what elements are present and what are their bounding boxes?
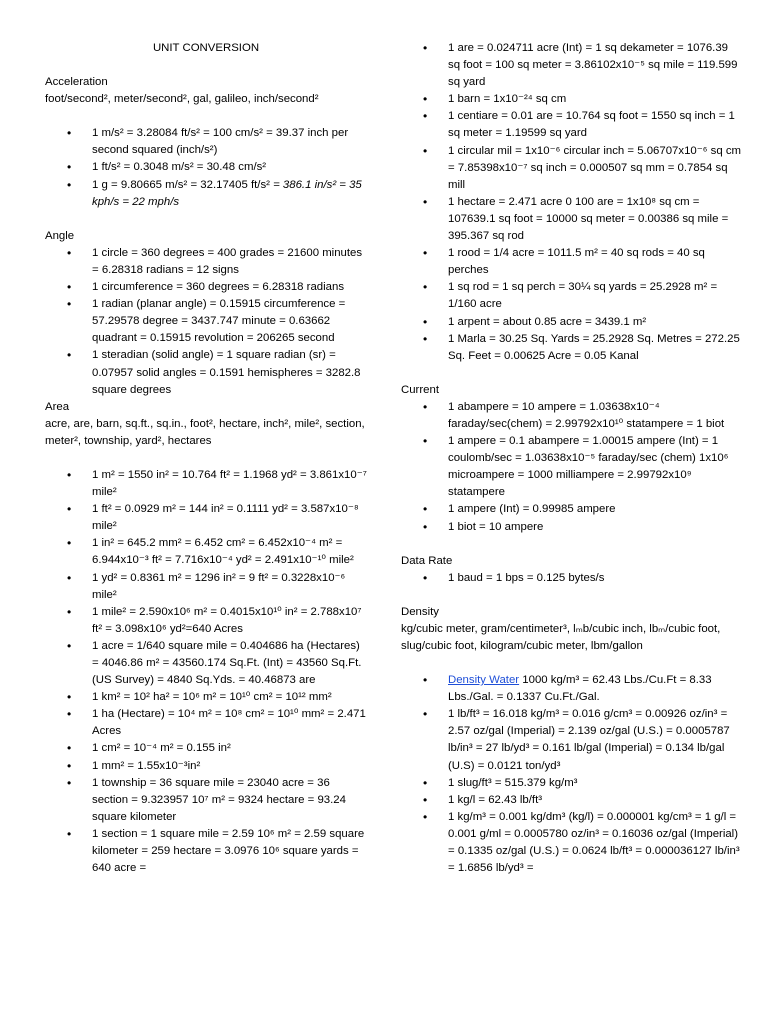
density-list: [401, 672, 741, 877]
list-item: • 1 cm² = 10⁻⁴ m² = 0.155 in²: [45, 740, 367, 757]
list-item: • 1 ft² = 0.0929 m² = 144 in² = 0.1111 yd² = 3.587x10⁻⁸ mile²: [45, 501, 367, 535]
list-item: • 1 ampere (Int) = 0.99985 ampere: [401, 501, 741, 518]
left-column: [45, 40, 367, 877]
density-water-link[interactable]: Density Water: [448, 674, 520, 687]
data-rate-list: [401, 570, 741, 587]
section-heading-density: Density: [401, 605, 439, 618]
list-item: • 1 circle = 360 degrees = 400 grades = 21600 minutes = 6.28318 radians = 12 signs: [45, 245, 367, 279]
area-list: [45, 467, 367, 877]
list-item: • 1 baud = 1 bps = 0.125 bytes/s: [401, 570, 741, 587]
area-continued-list: [401, 40, 741, 365]
current-list: [401, 399, 741, 536]
acceleration-units: foot/second², meter/second², gal, galileo, inch/second²: [45, 93, 319, 106]
list-item: • 1 mile² = 2.590x10⁶ m² = 0.4015x10¹⁰ in² = 2.788x10⁷ ft² = 3.098x10⁶ yd²=640 Acres: [45, 604, 367, 638]
area-units: acre, are, barn, sq.ft., sq.in., foot², hectare, inch², mile², section, meter², township, yard², hectares: [45, 417, 365, 447]
list-item: • 1 hectare = 2.471 acre 0 100 are = 1x10⁸ sq cm = 107639.1 sq foot = 10000 sq meter = 0.00386 sq mile = 395.367 sq rod: [401, 194, 741, 245]
list-item: • 1 arpent = about 0.85 acre = 3439.1 m²: [401, 314, 741, 331]
list-item: • 1 abampere = 10 ampere = 1.03638x10⁻⁴ faraday/sec(chem) = 2.99792x10¹⁰ statampere = 1 biot: [401, 399, 741, 433]
list-item: • 1 barn = 1x10⁻²⁴ sq cm: [401, 91, 741, 108]
list-item: • 1 m² = 1550 in² = 10.764 ft² = 1.1968 yd² = 3.861x10⁻⁷ mile²: [45, 467, 367, 501]
section-heading-angle: Angle: [45, 229, 75, 242]
list-item: • 1 biot = 10 ampere: [401, 519, 741, 536]
density-units: kg/cubic meter, gram/centimeter³, lₘb/cubic inch, lbₘ/cubic foot, slug/cubic foot, kilogram/cubic meter, lbm/gallon: [401, 622, 721, 652]
section-heading-current: Current: [401, 383, 439, 396]
list-item: • 1 Marla = 30.25 Sq. Yards = 25.2928 Sq. Metres = 272.25 Sq. Feet = 0.00625 Acre = 0.05 Kanal: [401, 331, 741, 365]
list-item: • 1 in² = 645.2 mm² = 6.452 cm² = 6.452x10⁻⁴ m² = 6.944x10⁻³ ft² = 7.716x10⁻⁴ yd² = 2.491x10⁻¹⁰ mile²: [45, 535, 367, 569]
list-item: • 1 kg/m³ = 0.001 kg/dm³ (kg/l) = 0.000001 kg/cm³ = 1 g/l = 0.001 g/ml = 0.0005780 oz/in³ = 0.16036 oz/gal (Imperial) = 0.1335 oz/gal (U.S.) = 0.0624 lb/ft³ = 0.000036127 lb/in³ = 1.6856 lb/yd³ =: [401, 809, 741, 877]
list-item: • 1 ha (Hectare) = 10⁴ m² = 10⁸ cm² = 10¹⁰ mm² = 2.471 Acres: [45, 706, 367, 740]
list-item: • 1 township = 36 square mile = 23040 acre = 36 section = 9.323957 10⁷ m² = 9324 hectare = 93.24 square kilometer: [45, 775, 367, 826]
section-heading-acceleration: Acceleration: [45, 76, 108, 89]
acceleration-list: [45, 125, 367, 210]
list-item: • 1 rood = 1/4 acre = 1011.5 m² = 40 sq rods = 40 sq perches: [401, 245, 741, 279]
list-item: • 1 lb/ft³ = 16.018 kg/m³ = 0.016 g/cm³ = 0.00926 oz/in³ = 2.57 oz/gal (Imperial) = 2.139 oz/gal (U.S.) = 0.0005787 lb/in³ = 27 lb/yd³ = 0.161 lb/gal (Imperial) = 0.134 lb/gal (U.S) = 0.0121 ton/yd³: [401, 706, 741, 774]
section-heading-area: Area: [45, 400, 70, 413]
list-item-text: 1 g = 9.80665 m/s² = 32.17405 ft/s²: [92, 178, 270, 191]
angle-list: [45, 245, 367, 399]
list-item-text: 1000 kg/m³ = 62.43 Lbs./Cu.Ft = 8.33 Lbs./Gal. = 0.1337 Cu.Ft./Gal.: [448, 674, 712, 704]
list-item: • 1 section = 1 square mile = 2.59 10⁶ m² = 2.59 square kilometer = 259 hectare = 3.0976 10⁶ square yards = 640 acre =: [45, 826, 367, 877]
list-item: • 1 radian (planar angle) = 0.15915 circumference = 57.29578 degree = 3437.747 minute = 0.63662 quadrant = 0.15915 revolution = 206265 second: [45, 296, 367, 347]
list-item: • 1 yd² = 0.8361 m² = 1296 in² = 9 ft² = 0.3228x10⁻⁶ mile²: [45, 570, 367, 604]
document-title: UNIT CONVERSION: [152, 42, 260, 54]
list-item: • 1 are = 0.024711 acre (Int) = 1 sq dekameter = 1076.39 sq foot = 100 sq meter = 3.86102x10⁻⁵ sq mile = 119.599 sq yard: [401, 40, 741, 91]
list-item-italic-text: = 386.1 in/s² = 35 kph/s = 22 mph/s: [92, 178, 362, 208]
list-item: [45, 177, 367, 211]
list-item: • 1 mm² = 1.55x10⁻³in²: [45, 758, 367, 775]
section-heading-data-rate: Data Rate: [401, 554, 453, 567]
list-item: • 1 kg/l = 62.43 lb/ft³: [401, 792, 741, 809]
list-item: • 1 steradian (solid angle) = 1 square radian (sr) = 0.07957 solid angles = 0.1591 hemispheres = 3282.8 square degrees: [45, 347, 367, 398]
list-item: • 1 ampere = 0.1 abampere = 1.00015 ampere (Int) = 1 coulomb/sec = 1.03638x10⁻⁵ faraday/sec (chem) 1x10⁶ microampere = 1000 milliampere = 2.99792x10⁹ statampere: [401, 433, 741, 501]
list-item: • 1 centiare = 0.01 are = 10.764 sq foot = 1550 sq inch = 1 sq meter = 1.19599 sq yard: [401, 108, 741, 142]
list-item: • 1 km² = 10² ha² = 10⁶ m² = 10¹⁰ cm² = 10¹² mm²: [45, 689, 367, 706]
list-item: • 1 slug/ft³ = 515.379 kg/m³: [401, 775, 741, 792]
list-item: • 1 circular mil = 1x10⁻⁶ circular inch = 5.06707x10⁻⁶ sq cm = 7.85398x10⁻⁷ sq inch = 0.000507 sq mm = 0.7854 sq mill: [401, 143, 741, 194]
list-item: • 1 ft/s² = 0.3048 m/s² = 30.48 cm/s²: [45, 159, 367, 176]
right-column: [401, 40, 741, 877]
list-item: • 1 m/s² = 3.28084 ft/s² = 100 cm/s² = 39.37 inch per second squared (inch/s²): [45, 125, 367, 159]
list-item: • 1 sq rod = 1 sq perch = 30¼ sq yards = 25.2928 m² = 1/160 acre: [401, 279, 741, 313]
list-item: • 1 acre = 1/640 square mile = 0.404686 ha (Hectares) = 4046.86 m² = 43560.174 Sq.Ft. (Int) = 43560 Sq.Ft. (US Survey) = 4840 Sq.Yds. = 40.46873 are: [45, 638, 367, 689]
list-item: • 1 circumference = 360 degrees = 6.28318 radians: [45, 279, 367, 296]
list-item: [401, 672, 741, 706]
